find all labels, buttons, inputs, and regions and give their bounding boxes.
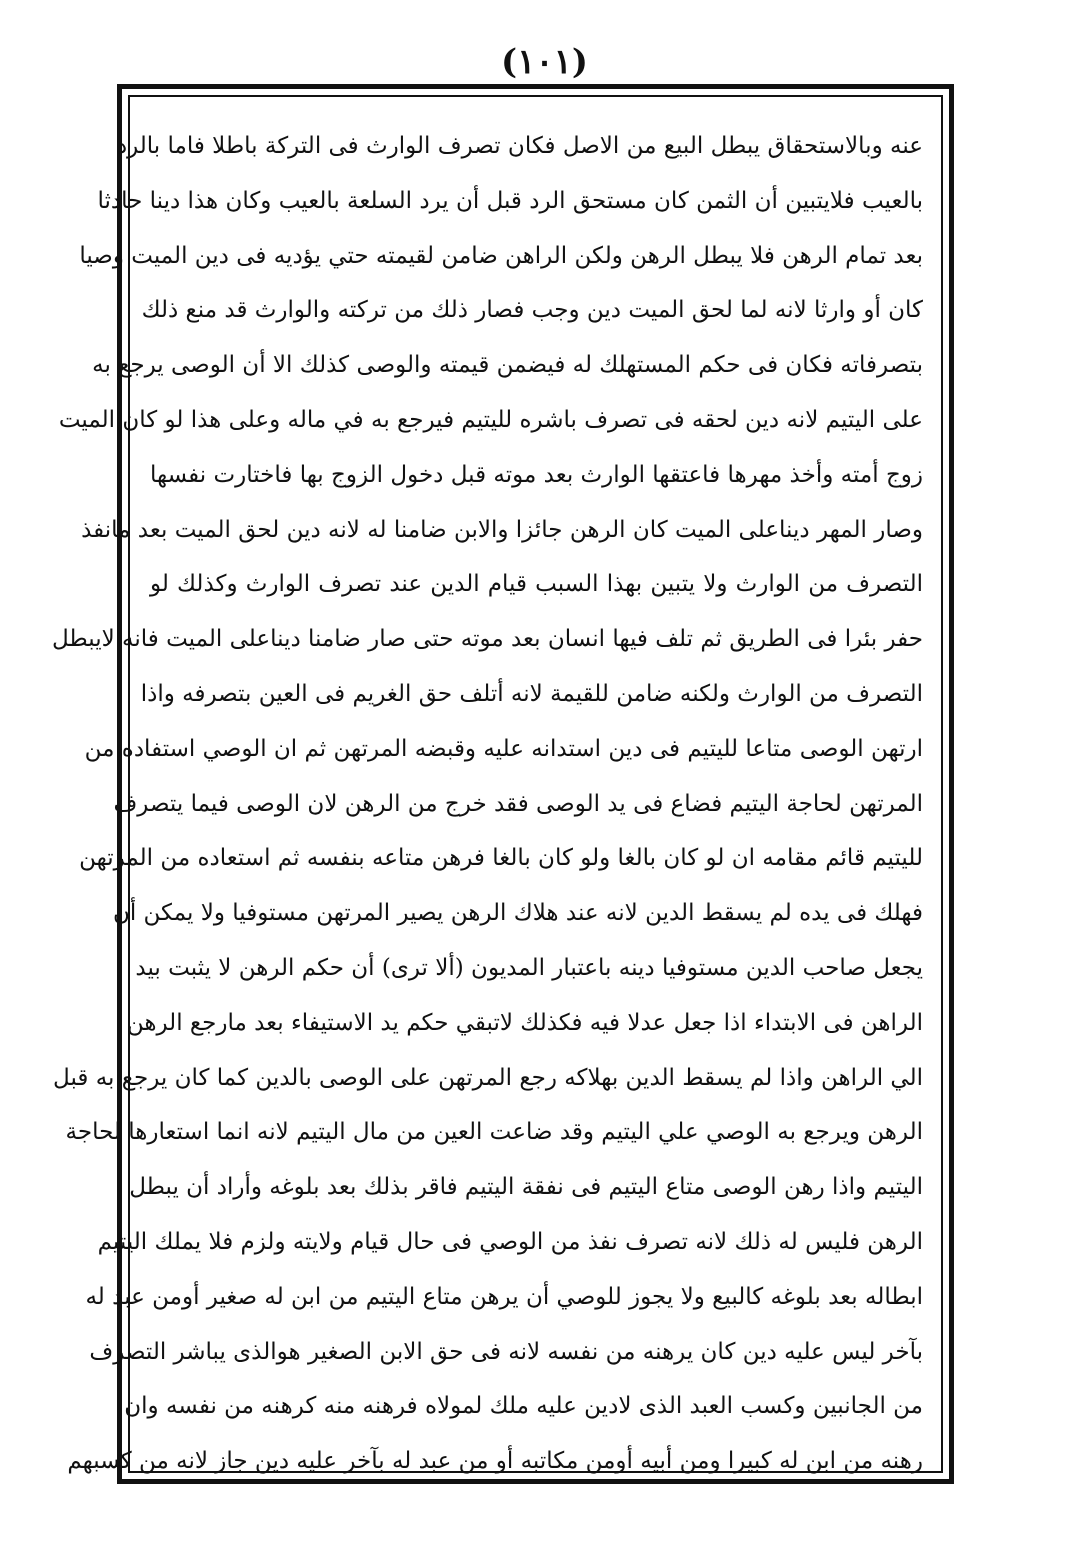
text-line: الراهن فى الابتداء اذا جعل عدلا فيه فكذلك لاتبقي حكم يد الاستيفاء بعد مارجع الرهن [126, 1009, 923, 1036]
body-text [51, 119, 923, 1489]
text-line: رهنه من ابن له كبيرا ومن أبيه أومن مكاتبه أو من عبد له بآخر عليه دين جاز لانه من كسبهم [67, 1448, 923, 1475]
text-line: ارتهن الوصى متاعا لليتيم فى دين استدانه عليه وقبضه المرتهن ثم ان الوصي استفاده من [84, 735, 923, 762]
page-border-inner [51, 95, 943, 1475]
text-line: حفر بئرا فى الطريق ثم تلف فيها انسان بعد موته حتى صار ضامنا ديناعلى الميت فانه لايبطل [51, 626, 923, 653]
text-line: بآخر ليس عليه دين كان يرهنه من نفسه لانه فى حق الابن الصغير هوالذى يباشر التصرف [89, 1338, 923, 1365]
text-line: الي الراهن واذا لم يسقط الدين بهلاكه رجع المرتهن على الوصى بالدين كما كان يرجع به قبل [53, 1064, 923, 1091]
text-line: على اليتيم لانه دين لحقه فى تصرف باشره لليتيم فيرجع به في ماله وعلى هذا لو كان الميت [58, 406, 923, 433]
text-line: الرهن فليس له ذلك لانه تصرف نفذ من الوصي فى حال قيام ولايته ولزم فلا يملك اليتيم [97, 1228, 923, 1255]
text-line: عنه وبالاستحقاق يبطل البيع من الاصل فكان تصرف الوارث فى التركة باطلا فاما بالرد [116, 133, 923, 159]
page-border [51, 84, 954, 1484]
text-line: المرتهن لحاجة اليتيم فضاع فى يد الوصى فقد خرج من الرهن لان الوصى فيما يتصرف [113, 790, 923, 817]
text-line: من الجانبين وكسب العبد الذى لادين عليه ملك لمولاه فرهنه منه كرهنه من نفسه وان [124, 1393, 923, 1420]
text-line: فهلك فى يده لم يسقط الدين لانه عند هلاك الرهن يصير المرتهن مستوفيا ولا يمكن أن [112, 900, 923, 927]
text-line: التصرف من الوارث ولكنه ضامن للقيمة لانه أتلف حق الغريم فى العين بتصرفه واذا [140, 680, 923, 707]
text-line: وصار المهر ديناعلى الميت كان الرهن جائزا والابن ضامنا له لانه دين لحق الميت بعد مانفذ [81, 516, 923, 543]
page-number: (١٠١) [501, 42, 588, 82]
text-line: بعد تمام الرهن فلا يبطل الرهن ولكن الراهن ضامن لقيمته حتي يؤديه فى دين الميت وصيا [79, 242, 923, 269]
text-line: زوج أمته وأخذ مهرها فاعتقها الوارث بعد موته قبل دخول الزوج بها فاختارت نفسها [149, 461, 923, 488]
text-line: الرهن ويرجع به الوصي علي اليتيم وقد ضاعت العين من مال اليتيم لانه انما استعارها لحاجة [65, 1119, 923, 1146]
text-line: يجعل صاحب الدين مستوفيا دينه باعتبار المديون (ألا ترى) أن حكم الرهن لا يثبت بيد [135, 954, 923, 981]
text-line: اليتيم واذا رهن الوصى متاع اليتيم فى نفقة اليتيم فاقر بذلك بعد بلوغه وأراد أن يبطل [129, 1174, 923, 1201]
text-line: ابطاله بعد بلوغه كالبيع ولا يجوز للوصي أن يرهن متاع اليتيم من ابن له صغير أومن عبد له [85, 1283, 923, 1310]
text-line: بتصرفاته فكان فى حكم المستهلك له فيضمن قيمته والوصى كذلك الا أن الوصى يرجع به [92, 352, 923, 379]
text-line: التصرف من الوارث ولا يتبين بهذا السبب قيام الدين عند تصرف الوارث وكذلك لو [150, 571, 923, 598]
text-line: كان أو وارثا لانه لما لحق الميت دين وجب فصار ذلك من تركته والوارث قد منع ذلك [141, 297, 923, 324]
text-line: لليتيم قائم مقامه ان لو كان بالغا ولو كان بالغا فرهن متاعه بنفسه ثم استعاده من المرتهن [79, 845, 923, 872]
text-line: بالعيب فلايتبين أن الثمن كان مستحق الرد قبل أن يرد السلعة بالعيب وكان هذا دينا حادثا [97, 187, 923, 214]
